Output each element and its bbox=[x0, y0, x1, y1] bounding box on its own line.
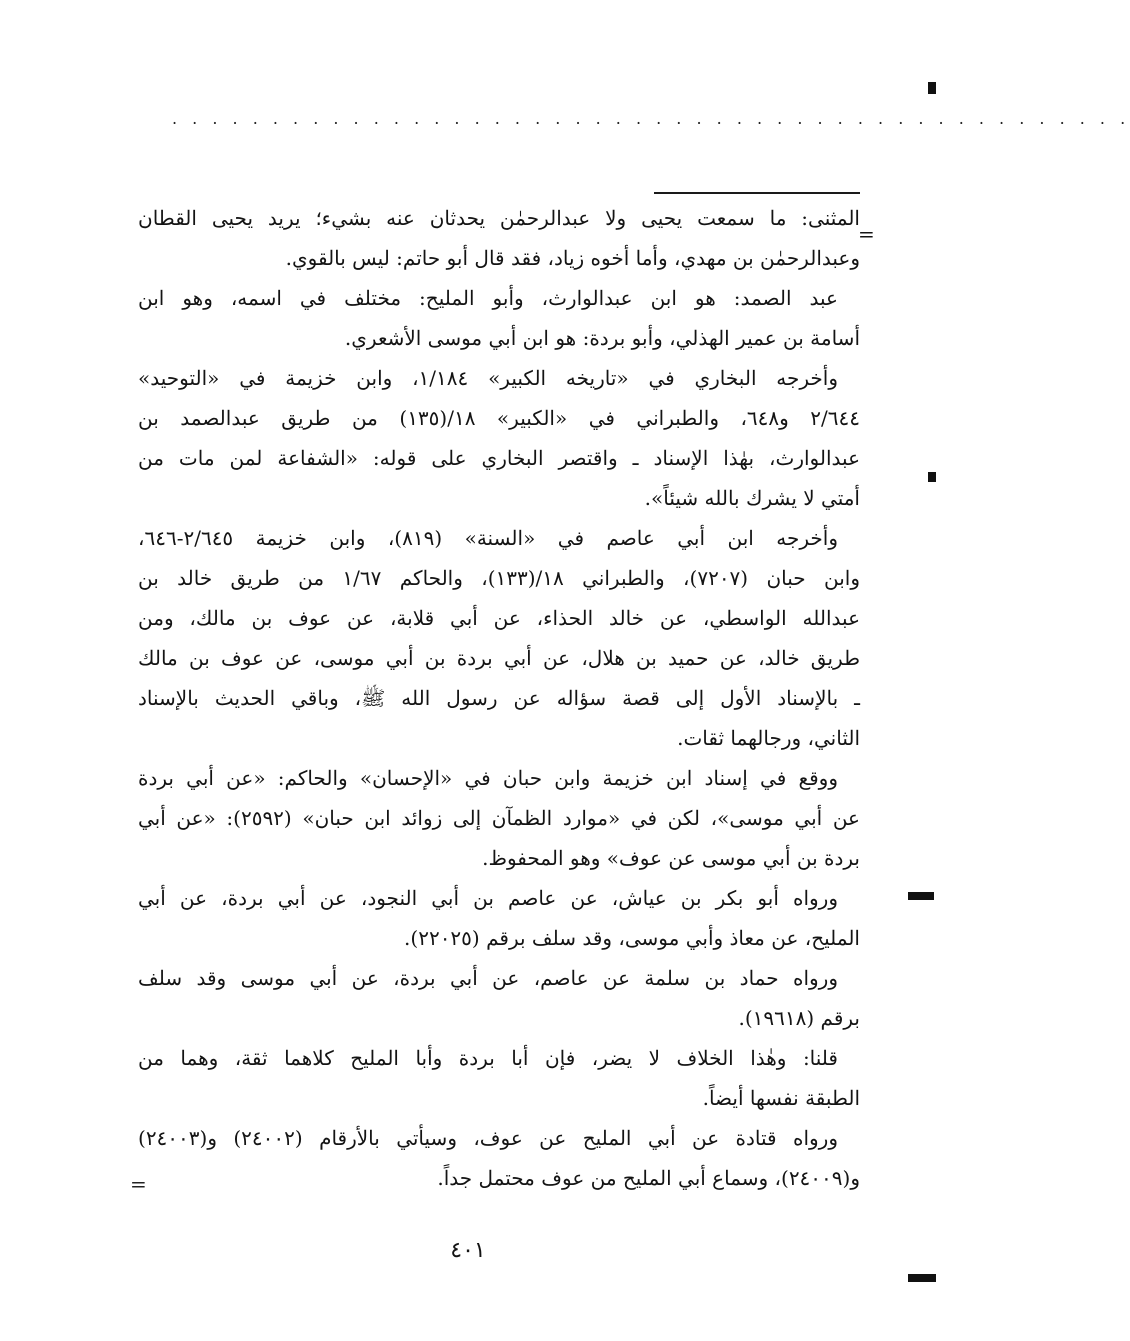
text-line: برقم (١٩٦١٨). bbox=[738, 1006, 860, 1030]
page-number: ٤٠١ bbox=[450, 1238, 486, 1263]
text-line: بردة بن أبي موسى عن عوف» وهو المحفوظ. bbox=[482, 846, 860, 870]
text-line: و(٢٤٠٠٩)، وسماع أبي المليح من عوف محتمل جداً. bbox=[437, 1166, 860, 1190]
edge-mark-bottom bbox=[908, 1274, 936, 1282]
text-line: الطبقة نفسها أيضاً. bbox=[702, 1086, 860, 1110]
text-line: طريق خالد، عن حميد بن هلال، عن أبي بردة بن أبي موسى، عن عوف بن مالك bbox=[138, 646, 860, 670]
edge-mark-middle-upper bbox=[928, 472, 936, 482]
text-line: عبد الصمد: هو ابن عبدالوارث، وأبو المليح: مختلف في اسمه، وهو ابن bbox=[138, 286, 838, 310]
continuation-mark-left: = bbox=[858, 222, 875, 246]
text-line: أسامة بن عمير الهذلي، وأبو بردة: هو ابن أبي موسى الأشعري. bbox=[344, 326, 860, 350]
separator-dots: . . . . . . . . . . . . . . . . . . . . . . . . . . . . . . . . . . . . . . . . . . . . . . . . bbox=[172, 109, 1130, 128]
text-line: عن أبي موسى»، لكن في «موارد الظمآن إلى زوائد ابن حبان» (٢٥٩٢): «عن أبي bbox=[138, 806, 860, 830]
text-line: عبدالوارث، بهٰذا الإسناد ـ واقتصر البخاري على قوله: «الشفاعة لمن مات من bbox=[138, 446, 860, 470]
text-line: عبدالله الواسطي، عن خالد الحذاء، عن أبي قلابة، عن عوف بن مالك، ومن bbox=[138, 606, 860, 630]
text-line: وعبدالرحمٰن بن مهدي، وأما أخوه زياد، فقد قال أبو حاتم: ليس بالقوي. bbox=[285, 246, 860, 270]
text-line: أمتي لا يشرك بالله شيئاً». bbox=[644, 486, 860, 510]
trailing-continuation-mark: = bbox=[130, 1172, 147, 1196]
text-line: وأخرجه البخاري في «تاريخه الكبير» ١/١٨٤، وابن خزيمة في «التوحيد» bbox=[138, 366, 838, 390]
text-line: ورواه قتادة عن أبي المليح عن عوف، وسيأتي بالأرقام (٢٤٠٠٢) و(٢٤٠٠٣) bbox=[138, 1126, 838, 1150]
edge-mark-top bbox=[928, 82, 936, 94]
footnote-rule bbox=[654, 192, 860, 194]
text-line: وأخرجه ابن أبي عاصم في «السنة» (٨١٩)، وابن خزيمة ٢/٦٤٥-٦٤٦، bbox=[138, 526, 839, 550]
text-line: قلنا: وهٰذا الخلاف لا يضر، فإن أبا بردة وأبا المليح كلاهما ثقة، وهما من bbox=[138, 1046, 838, 1070]
text-line: ـ بالإسناد الأول إلى قصة سؤاله عن رسول الله ﷺ، وباقي الحديث بالإسناد bbox=[138, 686, 860, 710]
text-line: ورواه حماد بن سلمة عن عاصم، عن أبي بردة، عن أبي موسى وقد سلف bbox=[138, 966, 838, 990]
edge-mark-middle bbox=[908, 892, 934, 900]
text-line: المثنى: ما سمعت يحيى ولا عبدالرحمٰن يحدثان عنه بشيء؛ يريد يحيى القطان bbox=[138, 206, 860, 230]
footnote-block bbox=[138, 198, 860, 1198]
text-line: ورواه أبو بكر بن عياش، عن عاصم بن أبي النجود، عن أبي بردة، عن أبي bbox=[138, 886, 838, 910]
text-line: ووقع في إسناد ابن خزيمة وابن حبان في «الإحسان» والحاكم: «عن أبي بردة bbox=[138, 766, 838, 790]
text-line: الثاني، ورجالهما ثقات. bbox=[677, 726, 860, 750]
text-line: ٢/٦٤٤ و٦٤٨، والطبراني في «الكبير» ١٨/(١٣٥) من طريق عبدالصمد بن bbox=[138, 406, 861, 430]
text-line: المليح، عن معاذ وأبي موسى، وقد سلف برقم (٢٢٠٢٥). bbox=[404, 926, 860, 950]
text-line: وابن حبان (٧٢٠٧)، والطبراني ١٨/(١٣٣)، والحاكم ١/٦٧ من طريق خالد بن bbox=[138, 566, 860, 590]
